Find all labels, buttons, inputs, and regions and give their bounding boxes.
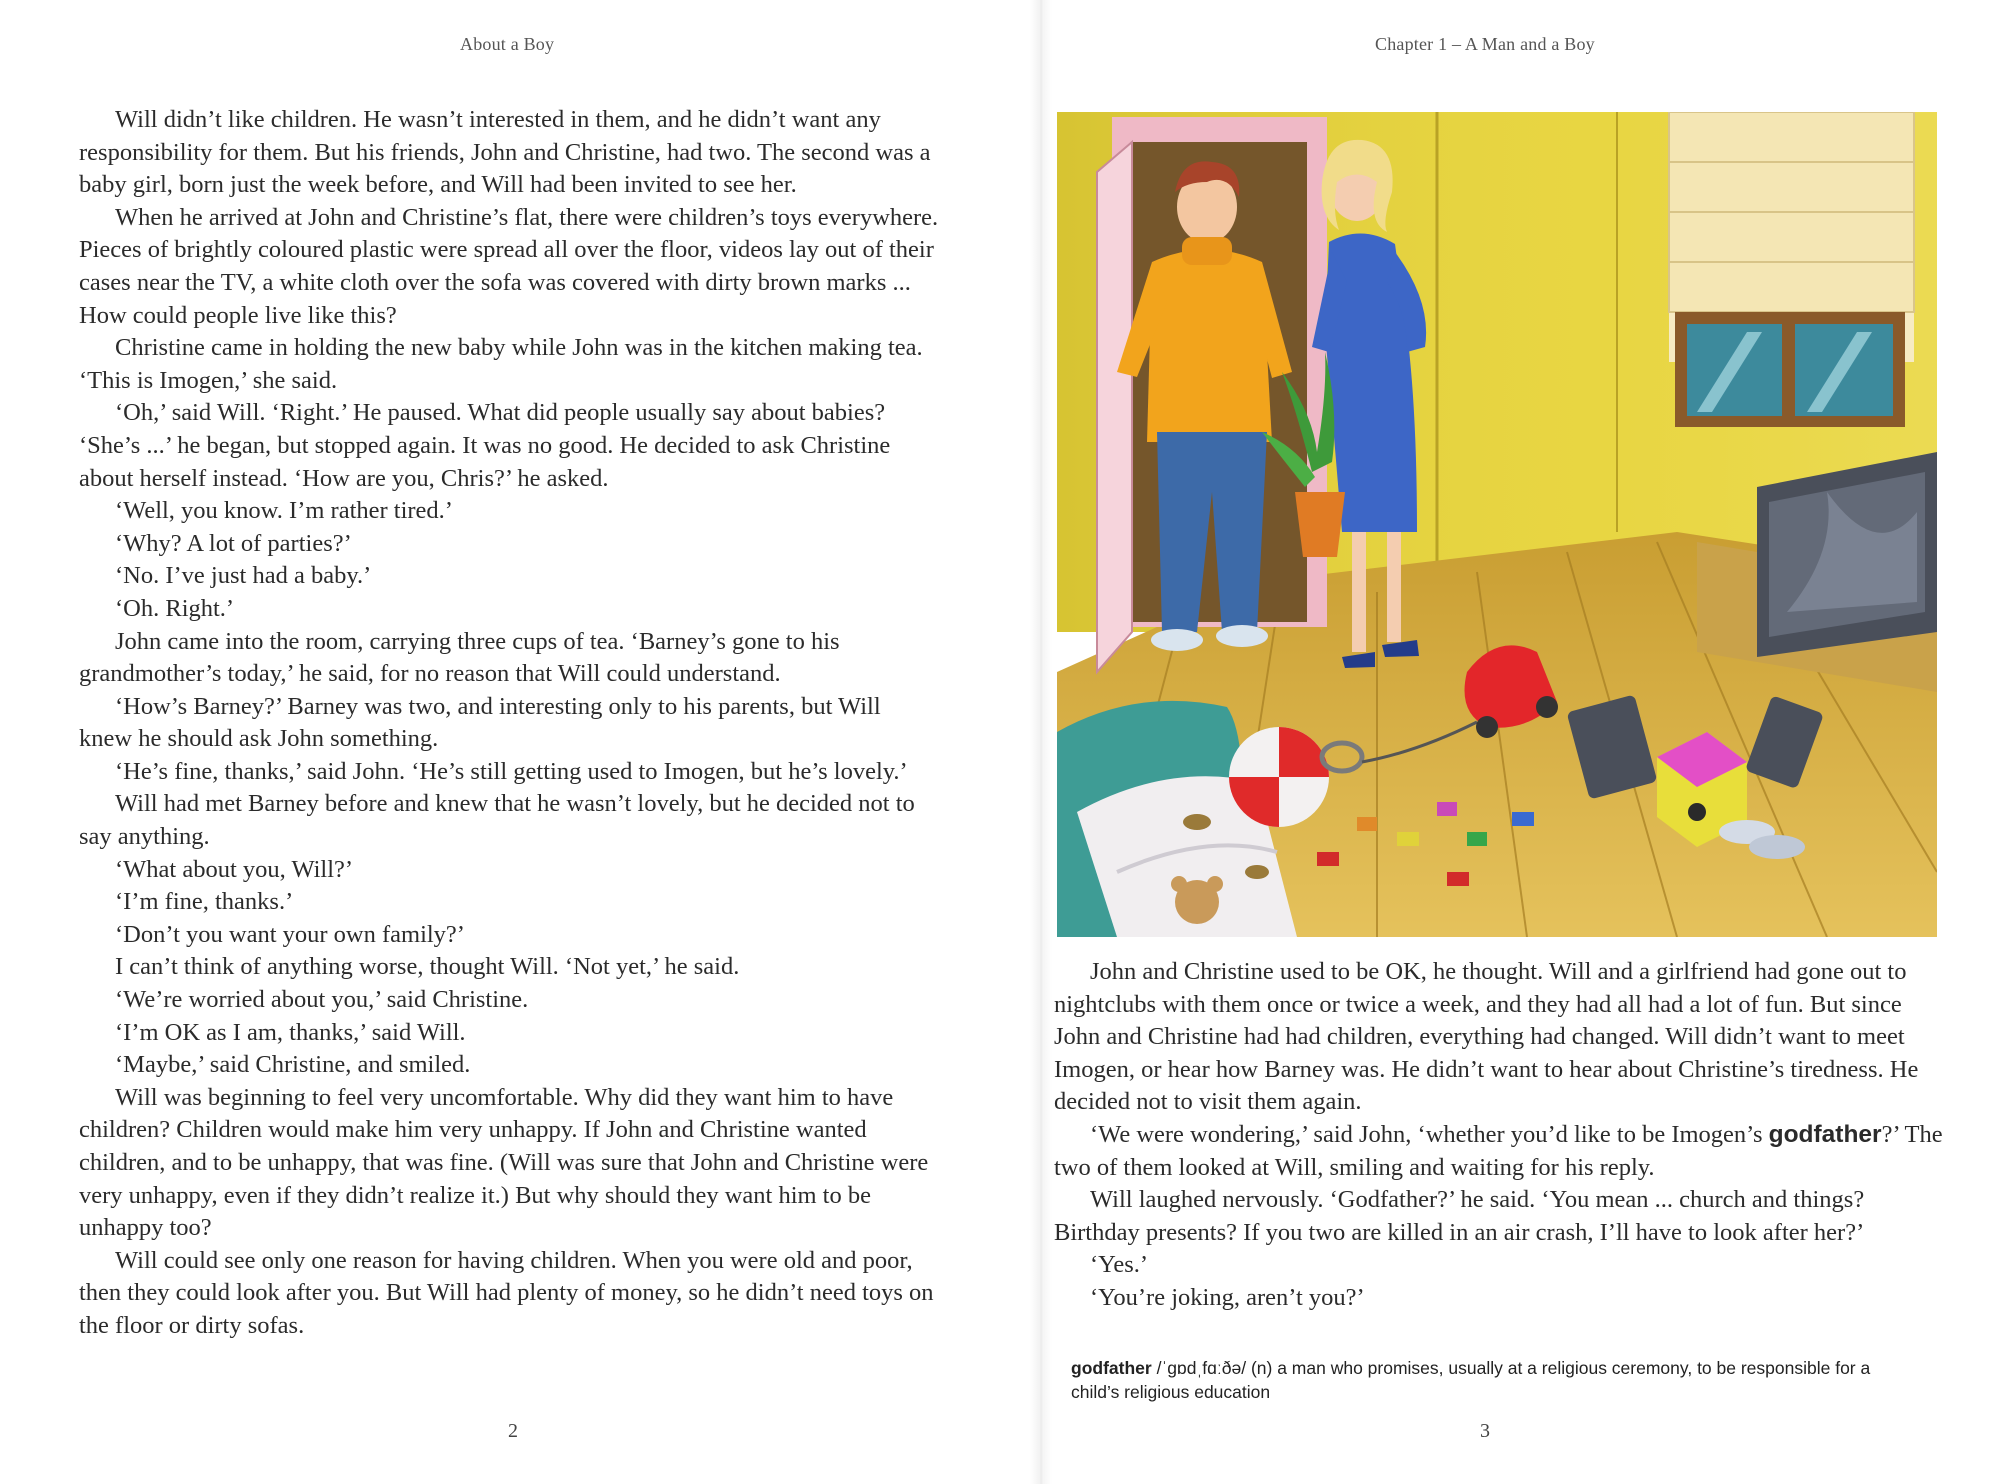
paragraph: John came into the room, carrying three cups of tea. ‘Barney’s gone to his grandmother’s today,’ he said, for no reason that Will could understand. <box>79 627 840 688</box>
paragraph: ‘What about you, Will?’ <box>115 855 354 883</box>
paragraph: ‘Maybe,’ said Christine, and smiled. <box>115 1051 471 1079</box>
paragraph: ‘Yes.’ <box>1090 1251 1149 1279</box>
paragraph-text: ‘We were wondering,’ said John, ‘whether you’d like to be Imogen’s <box>1090 1120 1763 1148</box>
paragraph: ‘We’re worried about you,’ said Christine. <box>115 986 529 1014</box>
paragraph: ‘He’s fine, thanks,’ said John. ‘He’s still getting used to Imogen, but he’s lovely.’ <box>115 757 908 785</box>
window <box>1669 112 1914 427</box>
paragraph: ‘I’m fine, thanks.’ <box>115 888 294 916</box>
left-body-text <box>79 104 939 1343</box>
paragraph-text: ?’ The two of them looked at Will, smiling and waiting for his reply. <box>1054 1120 1943 1181</box>
paragraph: ‘I’m OK as I am, thanks,’ said Will. <box>115 1018 466 1046</box>
footnote-pronunciation: /ˈɡɒdˌfɑːðə/ <box>1156 1358 1247 1378</box>
paragraph: ‘Well, you know. I’m rather tired.’ <box>115 497 453 525</box>
story-illustration <box>1057 112 1937 937</box>
glossary-footnote <box>1071 1356 1901 1404</box>
paragraph: ‘Why? A lot of parties?’ <box>115 529 352 557</box>
paragraph <box>1054 1119 1944 1184</box>
right-page <box>1040 0 2000 1484</box>
paragraph: Christine came in holding the new baby while John was in the kitchen making tea. ‘This is Imogen,’ she said. <box>79 334 923 394</box>
footnote-term: godfather <box>1071 1358 1152 1378</box>
paragraph: ‘How’s Barney?’ Barney was two, and interesting only to his parents, but Will knew he should ask John something. <box>79 692 881 753</box>
paragraph: I can’t think of anything worse, thought Will. ‘Not yet,’ he said. <box>115 953 740 981</box>
paragraph: Will was beginning to feel very uncomfortable. Why did they want him to have children? Children would make him very unhappy. If John and Christine wanted children, and to be unhappy, that was fine. (Will was sure that John and Christine were very unhappy, even if they didn’t realize it.) But why should they want him to be unhappy too? <box>79 1083 929 1242</box>
paragraph: When he arrived at John and Christine’s flat, there were children’s toys everywhere. Pieces of brightly coloured plastic were spread all over the floor, videos lay out of their cases near the TV, a white cloth over the sofa was covered with dirty brown marks ... How could people live like this? <box>79 203 939 329</box>
paragraph: Will didn’t like children. He wasn’t interested in them, and he didn’t want any responsibility for them. But his friends, John and Christine, had two. The second was a baby girl, born just the week before, and Will had been invited to see her. <box>79 106 931 199</box>
running-head-left: About a Boy <box>460 34 555 54</box>
footnote-definition: (n) a man who promises, usually at a religious ceremony, to be responsible for a child’s religious education <box>1071 1358 1871 1402</box>
glossary-term: godfather <box>1768 1120 1882 1148</box>
paragraph: Will could see only one reason for having children. When you were old and poor, then they could look after you. But Will had plenty of money, so he didn’t need toys on the floor or dirty sofas. <box>79 1246 934 1339</box>
paragraph: ‘You’re joking, aren’t you?’ <box>1090 1283 1365 1311</box>
paragraph: Will had met Barney before and knew that he wasn’t lovely, but he decided not to say anything. <box>79 790 915 851</box>
right-body-text <box>1054 956 1944 1315</box>
paragraph: ‘Oh,’ said Will. ‘Right.’ He paused. What did people usually say about babies? ‘She’s ...’ he began, but stopped again. It was no good. He decided to ask Christine about herself instead. ‘How are you, Chris?’ he asked. <box>79 399 891 492</box>
paragraph: Will laughed nervously. ‘Godfather?’ he said. ‘You mean ... church and things? Birthday presents? If you two are killed in an air crash, I’ll have to look after her?’ <box>1054 1186 1865 1246</box>
running-head-right: Chapter 1 – A Man and a Boy <box>1375 34 1595 54</box>
paragraph: ‘Oh. Right.’ <box>115 594 235 622</box>
page-number-left: 2 <box>508 1420 518 1442</box>
paragraph: John and Christine used to be OK, he thought. Will and a girlfriend had gone out to nightclubs with them once or twice a week, and they had all had a lot of fun. But since John and Christine had had children, everything had changed. Will didn’t want to meet Imogen, or hear how Barney was. He didn’t want to hear about Christine’s tiredness. He decided not to visit them again. <box>1054 958 1919 1116</box>
open-door <box>1097 142 1132 672</box>
paragraph: ‘Don’t you want your own family?’ <box>115 920 465 948</box>
paragraph: ‘No. I’ve just had a baby.’ <box>115 562 372 590</box>
page-number-right: 3 <box>1480 1420 1490 1442</box>
